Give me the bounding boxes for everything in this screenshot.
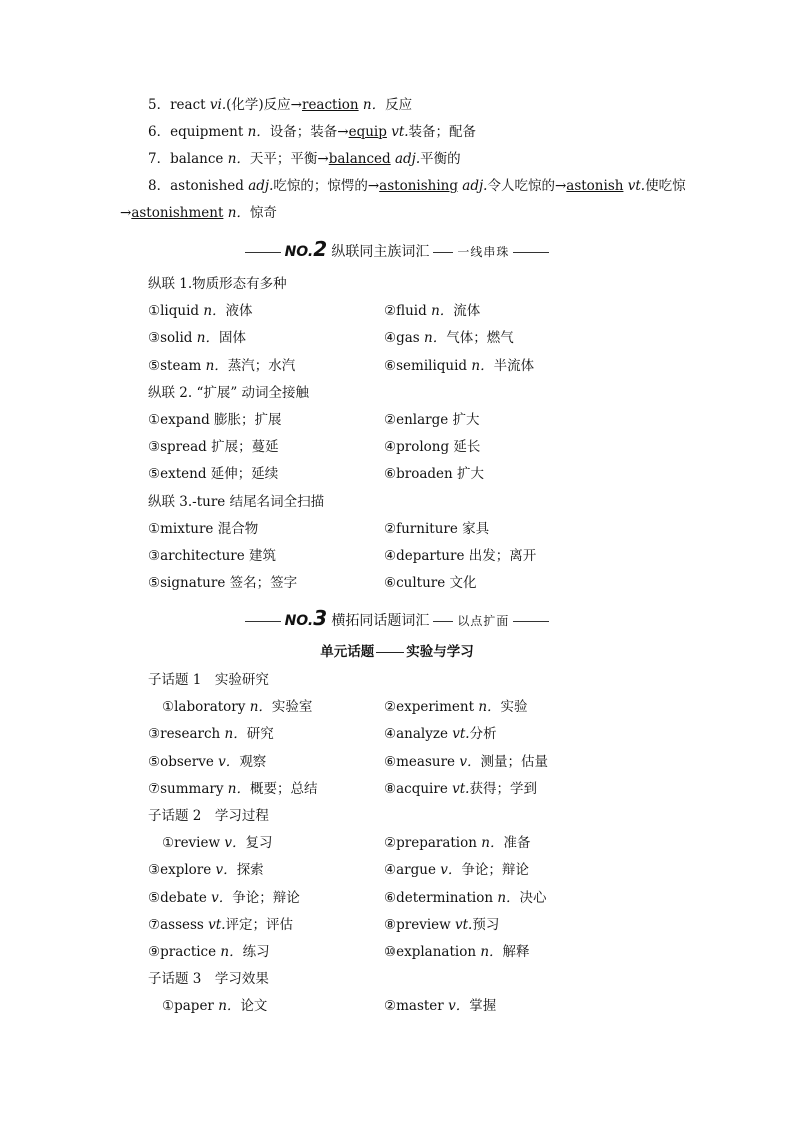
vocab-word: master bbox=[396, 998, 444, 1015]
arrow-icon: → bbox=[290, 97, 302, 113]
part-of-speech: n． bbox=[224, 726, 247, 743]
item-marker: ⑩ bbox=[384, 944, 397, 960]
item-marker: ① bbox=[162, 699, 175, 716]
vocab-word: gas bbox=[396, 330, 420, 347]
vocab-word: observe bbox=[160, 753, 214, 770]
vocab-item bbox=[384, 915, 499, 935]
section-heading-no2 bbox=[0, 237, 794, 264]
derived-word: balanced bbox=[328, 151, 391, 167]
part-of-speech: n． bbox=[227, 780, 250, 797]
vocab-word: paper bbox=[174, 998, 214, 1015]
vocab-meaning: 观察 bbox=[239, 753, 267, 770]
item-marker: ③ bbox=[148, 439, 161, 456]
unit-topic-label: 单元话题 bbox=[320, 644, 375, 660]
part-of-speech: vt. bbox=[627, 178, 646, 194]
vocab-item bbox=[384, 752, 548, 772]
vocab-item bbox=[162, 996, 267, 1016]
part-of-speech: n． bbox=[478, 699, 501, 716]
vocab-word: explore bbox=[160, 862, 212, 879]
vocab-item bbox=[148, 301, 253, 321]
part-of-speech: v． bbox=[211, 889, 233, 906]
part-of-speech: n． bbox=[218, 998, 241, 1015]
part-of-speech: n． bbox=[481, 835, 504, 852]
arrow-icon: → bbox=[120, 205, 132, 221]
headword: equipment bbox=[170, 124, 244, 140]
item-marker: ⑧ bbox=[384, 780, 397, 797]
part-of-speech: n． bbox=[431, 303, 454, 320]
vocab-item bbox=[384, 546, 536, 566]
section-number-prefix: NO. bbox=[284, 244, 314, 260]
vocab-meaning: 固体 bbox=[218, 330, 246, 347]
part-of-speech: n． bbox=[220, 944, 243, 960]
vocab-item bbox=[148, 464, 278, 484]
vocab-item bbox=[384, 519, 489, 539]
part-of-speech: vt. bbox=[454, 916, 473, 933]
vocab-meaning: 实验 bbox=[500, 699, 528, 716]
vocab-word: broaden bbox=[396, 466, 453, 483]
vocab-word: departure bbox=[396, 548, 465, 564]
derived-word: astonishing bbox=[379, 178, 458, 194]
part-of-speech: n． bbox=[424, 330, 447, 347]
derived-word: astonish bbox=[566, 178, 624, 194]
item-number: 6． bbox=[148, 124, 171, 140]
part-of-speech: n． bbox=[249, 699, 272, 716]
meaning: 反应 bbox=[385, 97, 413, 113]
vocab-item bbox=[162, 833, 272, 853]
vocab-word: preview bbox=[396, 916, 451, 933]
section-title: 横拓同话题词汇 bbox=[331, 613, 430, 629]
item-marker: ① bbox=[148, 303, 161, 320]
unit-topic bbox=[0, 642, 794, 662]
derivation-5 bbox=[148, 95, 412, 115]
vocab-meaning: 扩大 bbox=[457, 466, 485, 483]
item-marker: ⑨ bbox=[148, 944, 161, 960]
part-of-speech: n． bbox=[471, 357, 494, 374]
vocab-meaning: 准备 bbox=[503, 835, 531, 852]
vocab-item bbox=[384, 437, 480, 457]
vocab-word: signature bbox=[160, 575, 226, 592]
derivation-8 bbox=[148, 176, 686, 196]
vocab-item bbox=[384, 996, 496, 1016]
vocab-meaning: 练习 bbox=[242, 944, 270, 960]
vocab-item bbox=[148, 328, 246, 348]
part-of-speech: n． bbox=[205, 357, 228, 374]
vocab-meaning: 膨胀；扩展 bbox=[214, 412, 282, 428]
vocab-word: solid bbox=[160, 330, 193, 347]
part-of-speech: vt. bbox=[452, 780, 470, 797]
heading-rule bbox=[433, 621, 453, 622]
vocab-item bbox=[384, 573, 477, 593]
vocab-item bbox=[384, 301, 480, 321]
vocab-word: prolong bbox=[396, 439, 450, 456]
item-marker: ① bbox=[148, 412, 161, 428]
vocab-meaning: 蒸汽；水汽 bbox=[227, 357, 296, 374]
derived-word: equip bbox=[348, 124, 387, 140]
vocab-word: spread bbox=[160, 439, 207, 456]
vocab-word: furniture bbox=[396, 520, 458, 537]
arrow-icon: → bbox=[554, 178, 567, 194]
vocab-meaning: 争论；辩论 bbox=[232, 889, 300, 906]
vocab-word: determination bbox=[396, 889, 494, 906]
item-marker: ④ bbox=[384, 330, 397, 347]
item-number: 5． bbox=[148, 97, 171, 113]
headword: astonished bbox=[170, 178, 244, 194]
meaning: 设备；装备 bbox=[269, 124, 338, 140]
part-of-speech: n． bbox=[480, 944, 503, 960]
derivation-8-continued bbox=[120, 203, 277, 223]
vocab-word: expand bbox=[160, 412, 210, 428]
vocab-item bbox=[384, 410, 480, 430]
vocab-item bbox=[384, 464, 484, 484]
heading-rule bbox=[245, 252, 281, 253]
item-marker: ③ bbox=[148, 548, 161, 564]
vocab-meaning: 概要；总结 bbox=[249, 780, 318, 797]
item-marker: ⑦ bbox=[148, 780, 161, 797]
meaning: 令人吃惊的 bbox=[487, 178, 555, 194]
vocab-item bbox=[384, 724, 497, 744]
part-of-speech: adj. bbox=[462, 178, 488, 194]
vocab-word: practice bbox=[160, 944, 217, 960]
vocab-meaning: 争论；辩论 bbox=[461, 862, 529, 879]
vocab-meaning: 分析 bbox=[469, 726, 497, 743]
vocab-item bbox=[148, 779, 317, 799]
part-of-speech: n． bbox=[196, 330, 219, 347]
vocab-word: fluid bbox=[396, 303, 427, 320]
item-marker: ② bbox=[384, 412, 397, 428]
vocab-meaning: 流体 bbox=[453, 303, 481, 320]
vocab-meaning: 文化 bbox=[449, 575, 477, 592]
vocab-item bbox=[148, 410, 282, 430]
item-marker: ⑦ bbox=[148, 916, 161, 933]
vocab-item bbox=[148, 942, 270, 962]
vocab-item bbox=[384, 833, 530, 853]
part-of-speech: v． bbox=[440, 862, 462, 879]
vocab-word: debate bbox=[160, 889, 207, 906]
headword: balance bbox=[170, 151, 224, 167]
item-number: 7． bbox=[148, 151, 171, 167]
meaning: 使吃惊 bbox=[645, 178, 686, 194]
vocab-meaning: 测量；估量 bbox=[480, 753, 548, 770]
item-marker: ⑥ bbox=[384, 889, 397, 906]
item-marker: ④ bbox=[384, 726, 397, 743]
arrow-icon: → bbox=[317, 151, 329, 167]
vocab-meaning: 实验室 bbox=[271, 699, 313, 716]
vocab-meaning: 解释 bbox=[502, 944, 530, 960]
vocab-word: analyze bbox=[396, 726, 448, 743]
item-marker: ② bbox=[384, 835, 397, 852]
vocab-meaning: 气体；燃气 bbox=[446, 330, 514, 347]
item-marker: ⑧ bbox=[384, 916, 397, 933]
unit-topic-name: 实验与学习 bbox=[406, 644, 474, 660]
part-of-speech: n． bbox=[247, 124, 270, 140]
heading-rule bbox=[513, 621, 549, 622]
vocab-item bbox=[384, 860, 529, 880]
vocab-item bbox=[148, 437, 279, 457]
vocab-meaning: 扩展；蔓延 bbox=[211, 439, 279, 456]
item-marker: ③ bbox=[148, 330, 161, 347]
vocab-meaning: 建筑 bbox=[249, 548, 277, 564]
vocab-item bbox=[148, 860, 264, 880]
vocab-word: acquire bbox=[396, 780, 448, 797]
item-number: 8． bbox=[148, 178, 171, 194]
part-of-speech: n． bbox=[203, 303, 226, 320]
group-title: 纵联 1.物质形态有多种 bbox=[148, 276, 287, 292]
item-marker: ④ bbox=[384, 862, 397, 879]
section-subtitle: 一线串珠 bbox=[457, 245, 510, 259]
item-marker: ⑤ bbox=[148, 466, 161, 483]
unit-topic-rule bbox=[376, 652, 404, 653]
derivation-6 bbox=[148, 122, 476, 142]
part-of-speech: vt. bbox=[391, 124, 409, 140]
vocab-meaning: 复习 bbox=[245, 835, 273, 852]
group-title: 子话题 3 学习效果 bbox=[148, 971, 269, 988]
item-marker: ④ bbox=[384, 439, 397, 456]
meaning: 吃惊的；惊愕的 bbox=[273, 178, 368, 194]
vocab-meaning: 扩大 bbox=[452, 412, 480, 428]
vocab-meaning: 液体 bbox=[225, 303, 253, 320]
item-marker: ⑤ bbox=[148, 575, 161, 592]
vocab-item bbox=[148, 519, 258, 539]
part-of-speech: n． bbox=[497, 889, 520, 906]
vocab-meaning: 延伸；延续 bbox=[210, 466, 279, 483]
vocab-word: architecture bbox=[160, 548, 245, 564]
item-marker: ② bbox=[384, 303, 397, 320]
arrow-icon: → bbox=[337, 124, 349, 140]
vocab-word: liquid bbox=[160, 303, 200, 320]
derived-word: reaction bbox=[301, 97, 359, 113]
vocab-word: mixture bbox=[160, 520, 214, 537]
vocab-meaning: 延长 bbox=[453, 439, 481, 456]
item-marker: ⑥ bbox=[384, 466, 397, 483]
heading-rule bbox=[513, 252, 549, 253]
vocab-item bbox=[384, 779, 537, 799]
vocab-meaning: 签名；签字 bbox=[229, 575, 298, 592]
section-title: 纵联同主族词汇 bbox=[331, 244, 430, 260]
vocab-word: assess bbox=[160, 916, 204, 933]
derived-word: astonishment bbox=[131, 205, 224, 221]
vocab-item bbox=[148, 724, 274, 744]
arrow-icon: → bbox=[367, 178, 380, 194]
vocab-meaning: 研究 bbox=[246, 726, 274, 743]
item-marker: ⑤ bbox=[148, 357, 161, 374]
section-number-prefix: NO. bbox=[284, 613, 314, 629]
vocab-meaning: 论文 bbox=[240, 998, 268, 1015]
meaning: 装备；配备 bbox=[408, 124, 477, 140]
vocab-meaning: 决心 bbox=[519, 889, 547, 906]
vocab-word: semiliquid bbox=[396, 357, 468, 374]
vocab-item bbox=[384, 942, 530, 962]
section-heading-no3 bbox=[0, 606, 794, 633]
vocab-item bbox=[148, 546, 276, 566]
vocab-meaning: 探索 bbox=[236, 862, 264, 879]
part-of-speech: v． bbox=[224, 835, 246, 852]
section-number: 2 bbox=[313, 237, 328, 261]
vocab-word: experiment bbox=[396, 699, 475, 716]
vocab-meaning: 评定；评估 bbox=[225, 916, 293, 933]
meaning: 惊奇 bbox=[249, 205, 277, 221]
vocab-item bbox=[148, 888, 300, 908]
vocab-item bbox=[384, 328, 514, 348]
meaning: (化学)反应 bbox=[226, 97, 291, 113]
vocab-word: explanation bbox=[396, 944, 477, 960]
vocab-word: enlarge bbox=[396, 412, 449, 428]
meaning: 平衡的 bbox=[420, 151, 461, 167]
vocab-item bbox=[162, 697, 312, 717]
headword: react bbox=[170, 97, 206, 113]
part-of-speech: n． bbox=[362, 97, 386, 113]
vocab-item bbox=[148, 356, 295, 376]
part-of-speech: adj. bbox=[394, 151, 421, 167]
group-title: 纵联 2. “扩展” 动词全接触 bbox=[148, 384, 310, 401]
vocab-word: research bbox=[160, 726, 221, 743]
vocab-item bbox=[148, 573, 297, 593]
part-of-speech: v． bbox=[215, 862, 237, 879]
item-marker: ② bbox=[384, 520, 397, 537]
vocab-meaning: 掌握 bbox=[469, 998, 497, 1015]
vocab-item bbox=[384, 697, 528, 717]
item-marker: ⑥ bbox=[384, 575, 397, 592]
item-marker: ③ bbox=[148, 726, 161, 743]
vocab-meaning: 家具 bbox=[462, 520, 490, 537]
part-of-speech: adj. bbox=[248, 178, 274, 194]
vocab-word: measure bbox=[396, 753, 456, 770]
vocab-item bbox=[384, 356, 534, 376]
item-marker: ① bbox=[162, 835, 175, 852]
vocab-item bbox=[148, 752, 266, 772]
item-marker: ⑥ bbox=[384, 753, 397, 770]
part-of-speech: vi. bbox=[209, 97, 227, 113]
vocab-word: preparation bbox=[396, 835, 477, 852]
item-marker: ④ bbox=[384, 548, 397, 564]
item-marker: ⑥ bbox=[384, 357, 397, 374]
item-marker: ② bbox=[384, 699, 397, 716]
vocab-word: culture bbox=[396, 575, 446, 592]
heading-rule bbox=[245, 621, 281, 622]
part-of-speech: v． bbox=[459, 753, 481, 770]
part-of-speech: n． bbox=[227, 151, 250, 167]
vocab-word: laboratory bbox=[174, 699, 246, 716]
part-of-speech: vt. bbox=[452, 726, 470, 743]
item-marker: ① bbox=[148, 520, 161, 537]
vocab-word: steam bbox=[160, 357, 202, 374]
vocab-word: argue bbox=[396, 862, 436, 879]
item-marker: ⑤ bbox=[148, 753, 161, 770]
heading-rule bbox=[433, 252, 453, 253]
part-of-speech: vt. bbox=[208, 916, 226, 933]
vocab-item bbox=[148, 915, 293, 935]
part-of-speech: n． bbox=[227, 205, 250, 221]
vocab-word: summary bbox=[160, 780, 224, 797]
vocab-meaning: 混合物 bbox=[217, 520, 259, 537]
group-title: 子话题 2 学习过程 bbox=[148, 808, 269, 824]
section-subtitle: 以点扩面 bbox=[457, 614, 510, 628]
group-title: 子话题 1 实验研究 bbox=[148, 672, 269, 688]
item-marker: ② bbox=[384, 998, 397, 1015]
section-number: 3 bbox=[313, 606, 328, 630]
vocab-word: extend bbox=[160, 466, 207, 483]
part-of-speech: v． bbox=[218, 753, 240, 770]
vocab-meaning: 出发；离开 bbox=[468, 548, 537, 564]
group-title: 纵联 3.-ture 结尾名词全扫描 bbox=[148, 493, 325, 510]
vocab-item bbox=[384, 888, 547, 908]
vocab-meaning: 半流体 bbox=[493, 357, 535, 374]
vocab-meaning: 获得；学到 bbox=[469, 780, 537, 797]
vocab-word: review bbox=[174, 835, 221, 852]
item-marker: ⑤ bbox=[148, 889, 161, 906]
item-marker: ③ bbox=[148, 862, 161, 879]
vocab-meaning: 预习 bbox=[472, 916, 500, 933]
meaning: 天平；平衡 bbox=[249, 151, 318, 167]
derivation-7 bbox=[148, 149, 461, 169]
item-marker: ① bbox=[162, 998, 175, 1015]
part-of-speech: v． bbox=[448, 998, 470, 1015]
